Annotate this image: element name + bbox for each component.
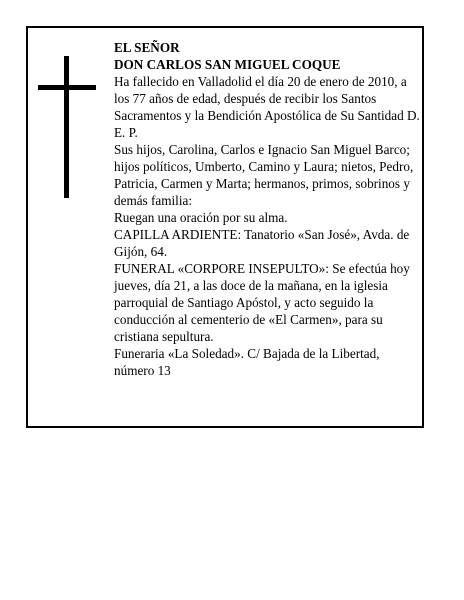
funeral-home-info: Funeraria «La Soledad». C/ Bajada de la Libertad, número 13 <box>114 346 380 378</box>
cross-vertical-bar <box>64 56 69 198</box>
cross-icon <box>38 56 98 198</box>
funeral-service-info: FUNERAL «CORPORE INSEPULTO»: Se efectúa hoy jueves, día 21, a las doce de la mañana, en la iglesia parroquial de Santiago Apóstol, y acto seguido la conducción al cementerio de «El Carmen», para su cristiana sepultura. <box>114 261 410 344</box>
notice-title: EL SEÑOR <box>114 40 180 55</box>
notice-text <box>114 39 420 379</box>
funeral-chapel-info: CAPILLA ARDIENTE: Tanatorio «San José», Avda. de Gijón, 64. <box>114 227 410 259</box>
family-list: Sus hijos, Carolina, Carlos e Ignacio San Miguel Barco; hijos políticos, Umberto, Camino y Laura; nietos, Pedro, Patricia, Carmen y Marta; hermanos, primos, sobrinos y demás familia: <box>114 142 414 208</box>
cross-horizontal-bar <box>38 85 96 90</box>
death-announcement: Ha fallecido en Valladolid el día 20 de enero de 2010, a los 77 años de edad, después de recibir los Santos Sacramentos y la Bendición Apostólica de Su Santidad D. E. P. <box>114 74 420 140</box>
obituary-notice <box>26 26 424 428</box>
deceased-name: DON CARLOS SAN MIGUEL COQUE <box>114 57 341 72</box>
prayer-request: Ruegan una oración por su alma. <box>114 210 288 225</box>
